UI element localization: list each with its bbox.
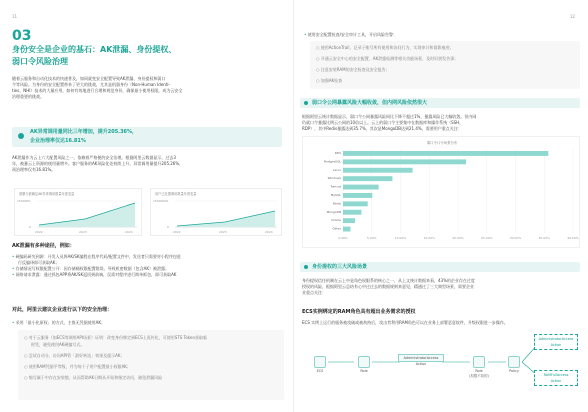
right-page <box>294 0 588 412</box>
role-icon <box>358 356 370 368</box>
list-item: • 存储情况写权限配置公开：因存储桶权限配置错误，导致机密数据（包含AK）被泄露； <box>12 266 284 272</box>
bar <box>343 176 392 181</box>
governance-heading: 对此，阿里云建议企业进行以下的安全治理： <box>12 307 113 313</box>
section-title-line-1: 身份安全是企业的基石：AK泄漏、身份提权、 <box>12 45 177 54</box>
page-number: 12 <box>570 14 576 19</box>
chart-title: 用户已处置调用数量年度变量 <box>155 192 197 196</box>
list-item: ○ 缩写属于中存在安装镜，从而帮助AK日期从开始和指定访问，避免泄漏风险 <box>24 375 163 380</box>
section-title-line-2: 弱口令风险治理 <box>12 57 68 66</box>
highlight-dot-icon <box>18 133 24 139</box>
role-node-2: Role (权限不同的) <box>466 356 492 378</box>
x-tick-label: 20.00% <box>452 236 464 240</box>
list-item: ○ 对于云服务（如ECS等调用API场景）证明：改变身份绑定到ECS上再传化，可使用STS Token获取临 <box>24 335 207 340</box>
audit-detail-box <box>310 41 580 89</box>
leak-paths-heading: AK泄漏有多种途径，例如： <box>12 243 75 249</box>
bar <box>343 185 379 190</box>
section-title <box>12 44 262 68</box>
highlight-callout <box>12 127 282 147</box>
admin-access-node: AdministratorAccess Action <box>398 354 444 366</box>
band-dot-icon <box>304 101 308 105</box>
x-tick-label: 25.00% <box>481 236 493 240</box>
ak-paragraph: AK泄漏作为云上六大配置风险之一，依赖着严格便的安全治理。根据阿里云数据显示，过去3 年，被暴云上资源的使用量增多。客户服务的AK风险化处持续上升，异常调用量提升205.26%， 预治理率仅有16.81%。 <box>12 155 184 172</box>
role-icon <box>473 356 485 368</box>
handled-calls-plot <box>151 189 283 237</box>
band-dot-icon <box>304 265 308 269</box>
list-item: ○ 加强AK检查 <box>316 78 343 83</box>
ram-fullaccess-role: RAMFullAccess Action <box>534 370 578 386</box>
governance-list <box>12 320 284 326</box>
y-category-label: PostgreSQL <box>323 159 341 164</box>
y-category-label: Windows <box>327 176 341 181</box>
x-tick-label: 5.00% <box>366 236 377 240</box>
bar <box>343 159 466 164</box>
leak-paths-list: • 硬编码研究到源：开发人员将AK/SK编程在程序代码/配置文件中，发送者只需要对小程序包进 行反编译即可获取AK； • 存储情况写权限配置公开：因存储桶权限配置错误，导致机密数据（包含AK）被泄露； • 网络请求泄露：通过抓包APP将AK/SK返回到前端，仅需对程序进行简单抓包，即可获取AK <box>12 254 284 278</box>
list-item: ○ 注意安装RAM的安全检查及安全报告； <box>316 67 390 72</box>
list-item: • 硬编码研究到源：开发人员将AK/SK编程在程序代码/配置文件中，发送者只需要对小程序包进 <box>12 254 284 260</box>
y-category-label: Redis <box>332 201 341 206</box>
policy-node: Policy <box>504 356 524 373</box>
handled-calls-chart: 用户已处置调用数量年度变量 15000000 0 2022 2023 2024 <box>150 188 282 236</box>
policy-icon <box>508 356 520 368</box>
list-item: ○ 使用RAM凭据平等级，并为每个子用户配置最小权限AK； <box>24 364 131 369</box>
chart-title: 弱口令口令场景分布 <box>426 141 458 145</box>
bar <box>343 151 548 156</box>
list-item: • 网络请求泄露：通过抓包APP将AK/SK返回到前端，仅需对程序进行简单抓包，即可获取AK <box>12 272 284 278</box>
list-item: ○ 开通云安全中心的安全配置，AK泄露检测等相关功能场景，及时识别发告事； <box>316 56 459 61</box>
y-category-label: Linux <box>332 167 341 172</box>
ecs-node: ECS <box>310 356 330 373</box>
y-category-label: RDS <box>334 151 341 155</box>
weak-password-band: 弱口令公网暴露风险大幅收敛，但内网风险依然很大 <box>300 98 580 108</box>
weak-password-chart <box>302 136 580 248</box>
intro-paragraph: 随着云服务和自动化技术的快速普及，如同就变安全配置导致AK泄漏、身份提权和弱口 令等风险。为身份的安全配置带来了更大的挑战，尤其是机器身份（Non-Human Identi- ties，NHI）技术的大量应用，如何有效地进行合理和规范身份，确保最小使用权限，成为云安全 治理重要的挑战。 <box>12 76 183 99</box>
y-category-label: Oracle <box>331 218 341 223</box>
x-tick-label: 0.00% <box>338 236 348 240</box>
list-item: ○ 尝试自动分，访问API管「最好转达」效果及提示AK； <box>24 353 125 358</box>
bar <box>343 168 413 173</box>
x-tick-label: 15.00% <box>423 236 435 240</box>
ak-calls-chart: 被暴与被确定AK异常调用数量年度变量 1500000 0 2022 2023 2024 <box>14 188 142 236</box>
bar <box>343 193 372 198</box>
section-number: 03 <box>12 28 32 44</box>
chart-title: 被暴与被确定AK异常调用数量年度变量 <box>19 192 75 196</box>
bar <box>343 227 350 232</box>
page-number: 11 <box>12 14 18 19</box>
server-icon <box>314 356 326 368</box>
x-tick-label: 30.00% <box>509 236 522 240</box>
y-category-label: Tomcat <box>330 184 341 189</box>
list-item: • 采用「最小化原权」的方式，主推无凭据使用AK； <box>12 320 284 326</box>
x-tick-label: 40.00% <box>567 236 579 240</box>
bar <box>343 201 368 206</box>
list-item: • 使用安全配置检查/安全审计工具，开启风险告警： <box>304 32 580 38</box>
weak-password-paragraph: 根据阿里云统计数据显示，弱口令公网暴露风险同比下降不超过1%，暴露风险已大幅收敛。但内网 仍就口令暴露比例云公网的10倍以上。云上的弱口令主要集中在数据库和操作系统（SSH、 RDP），其中Redis暴露达到35.7%，其次是MongoDB达到21.4%，需要用户重点关注： <box>302 114 477 131</box>
bar <box>343 218 355 223</box>
privilege-risk-band: 身份提权的三大风险场景 <box>300 262 580 272</box>
y-category-label: MySQL <box>330 193 341 197</box>
hbar-plot <box>303 137 581 249</box>
admin-access-role: AdministratorAccess Action <box>534 334 578 350</box>
y-category-label: MongoDB <box>326 209 341 214</box>
ecs-role-diagram <box>302 330 580 396</box>
bar <box>343 210 361 215</box>
governance-detail-box: ○ 对于云服务（如ECS等调用API场景）证明：改变身份绑定到ECS上再传化，可使用STS Token获取临 时凭，避免使用AK硬编写式。 ○ 尝试自动分，访问API管「最好转达」效果及提示AK； ○ 使用RAM凭据平等级，并为每个子用户配置最小权限AK； ○ 缩写属于中存在安装镜，从而帮助AK日期从开始和指定访问，避免泄漏风险 <box>18 330 284 400</box>
highlight-line-1: AK异常调用量同比三年增加，提升205.36%， <box>30 129 138 135</box>
list-item: ○ 使用ActionTrail，记录子账号所有使用和访问行为，实现审计和留影痕迹； <box>316 45 454 50</box>
y-category-label: Other <box>332 226 341 231</box>
audit-list <box>304 32 580 38</box>
x-tick-label: 35.00% <box>538 236 550 240</box>
role-node: Role <box>354 356 374 373</box>
ecs-role-paragraph: ECS 实例上运行的服务被攻破或被劫持后，攻击者利用RAM角色可以在业务上部署恶意软件，升级权限进一步操作。 <box>302 320 508 325</box>
x-tick-label: 10.00% <box>394 236 407 240</box>
highlight-line-2: 企业治理率仅达16.81% <box>30 138 86 144</box>
privilege-paragraph: 身份提权信任机制在云上中是角色权限系的核心之一，从上文统计数据来看，43%的企业存在过度 授权的风险，根据阿里云总结有心中过过去的数据规则来意见，精通过了三大典型场景，需要企业 业重点关注： <box>302 278 475 295</box>
ecs-role-heading: ECS实例绑定的RAM角色具有超出业务需求的授权 <box>302 309 416 315</box>
